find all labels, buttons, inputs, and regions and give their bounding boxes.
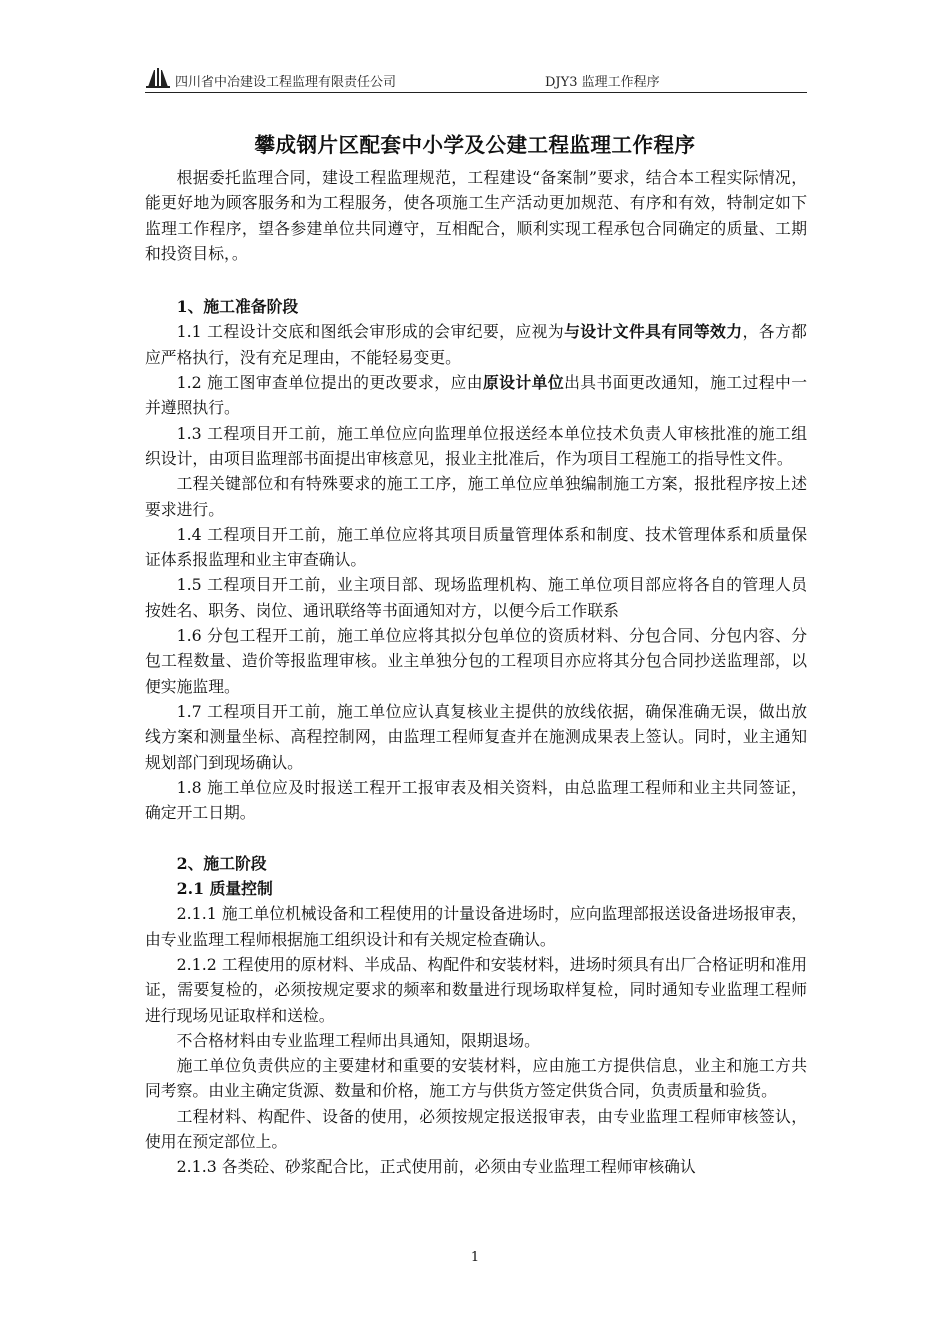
document-title: 攀成钢片区配套中小学及公建工程监理工作程序: [254, 133, 696, 157]
paragraph-1-7: 1.7 工程项目开工前，施工单位应认真复核业主提供的放线依据，确保准确无误，做出放线方案和测量坐标、高程控制网，由监理工程师复查并在施测成果表上签认。同时，业主通知规划部门到现场确认。: [145, 701, 807, 772]
page-header: [145, 66, 807, 93]
paragraph-1-4: 1.4 工程项目开工前，施工单位应将其项目质量管理体系和制度、技术管理体系和质量保证体系报监理和业主审查确认。: [145, 524, 807, 570]
paragraph-2-1-2-note-1: 不合格材料由专业监理工程师出具通知，限期退场。: [176, 1030, 540, 1050]
document-body: [145, 165, 807, 1180]
paragraph-2-1-2: 2.1.2 工程使用的原材料、半成品、构配件和安装材料，进场时须具有出厂合格证明和准用证，需要复检的，必须按规定要求的频率和数量进行现场取样复检，同时通知专业监理工程师进行现场见证取样和送检。: [145, 954, 807, 1025]
company-logo-icon: [145, 66, 171, 88]
company-name: 四川省中冶建设工程监理有限责任公司: [175, 75, 397, 90]
paragraph-1-8: 1.8 施工单位应及时报送工程开工报审表及相关资料，由总监理工程师和业主共同签证，确定开工日期。: [145, 777, 807, 823]
paragraph-2-1-1: 2.1.1 施工单位机械设备和工程使用的计量设备进场时，应向监理部报送设备进场报审表，由专业监理工程师根据施工组织设计和有关规定检查确认。: [145, 904, 807, 949]
paragraph-1-3-note: 工程关键部位和有特殊要求的施工工序，施工单位应单独编制施工方案，报批程序按上述要求进行。: [145, 474, 807, 519]
paragraph-1-3: 1.3 工程项目开工前，施工单位应向监理单位报送经本单位技术负责人审核批准的施工组织设计，由项目监理部书面提出审核意见，报业主批准后，作为项目工程施工的指导性文件。: [145, 423, 807, 468]
section-1-heading: 1、施工准备阶段: [176, 297, 299, 317]
paragraph-1-6: 1.6 分包工程开工前，施工单位应将其拟分包单位的资质材料、分包合同、分包内容、分包工程数量、造价等报监理审核。业主单独分包的工程项目亦应将其分包合同抄送监理部，以便实施监理。: [145, 626, 807, 696]
paragraph-1-5: 1.5 工程项目开工前，业主项目部、现场监理机构、施工单位项目部应将各自的管理人员按姓名、职务、岗位、通讯联络等书面通知对方，以便今后工作联系: [145, 575, 807, 620]
section-2-1-heading: 2.1 质量控制: [176, 879, 273, 899]
paragraph-2-1-2-note-3: 工程材料、构配件、设备的使用，必须按规定报送报审表，由专业监理工程师审核签认，使用在预定部位上。: [145, 1106, 807, 1151]
page-number: 1: [470, 1250, 480, 1265]
paragraph-1-2: 1.2 施工图审查单位提出的更改要求，应由原设计单位出具书面更改通知，施工过程中一并遵照执行。: [145, 373, 807, 418]
paragraph-1-1: 1.1 工程设计交底和图纸会审形成的会审纪要，应视为与设计文件具有同等效力，各方都应严格执行，没有充足理由，不能轻易变更。: [145, 322, 807, 367]
section-2-heading: 2、施工阶段: [176, 853, 267, 873]
paragraph-2-1-3: 2.1.3 各类砼、砂浆配合比，正式使用前，必须由专业监理工程师审核确认: [176, 1157, 696, 1177]
intro-paragraph: 根据委托监理合同，建设工程监理规范，工程建设“备案制”要求，结合本工程实际情况，能更好地为顾客服务和为工程服务，使各项施工生产活动更加规范、有序和有效，特制定如下监理工作程序，望各参建单位共同遵守，互相配合，顺利实现工程承包合同确定的质量、工期和投资目标，。: [145, 168, 807, 263]
document-code: DJY3 监理工作程序: [545, 75, 660, 90]
paragraph-2-1-2-note-2: 施工单位负责供应的主要建材和重要的安装材料，应由施工方提供信息，业主和施工方共同考察。由业主确定货源、数量和价格，施工方与供货方签定供货合同，负责质量和验货。: [145, 1056, 807, 1101]
